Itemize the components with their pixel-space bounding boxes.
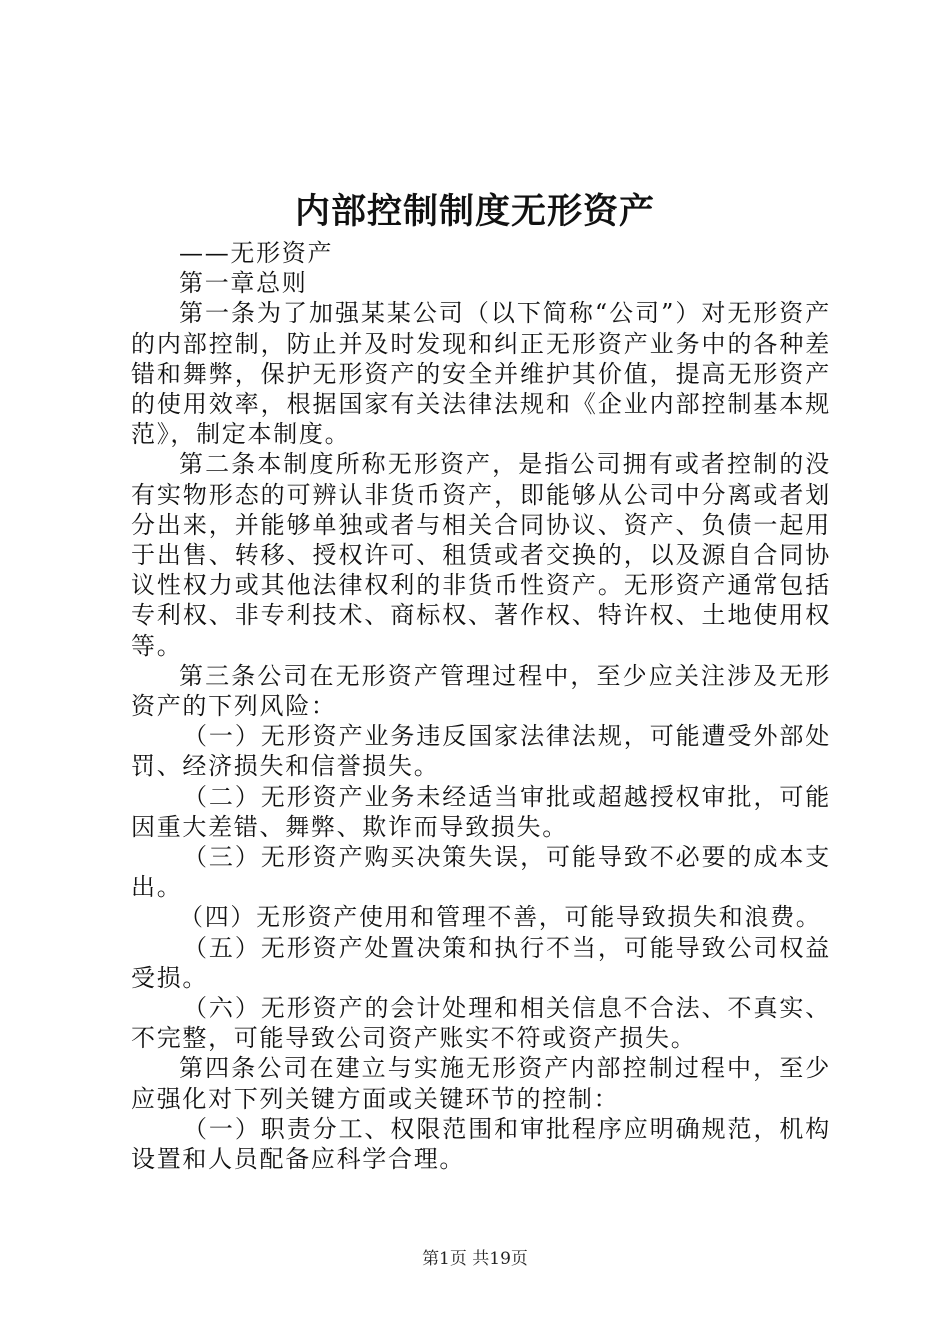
risk-item-5: （五）无形资产处置决策和执行不当，可能导致公司权益受损。 [131,933,831,992]
chapter-heading: 第一章总则 [179,269,308,298]
risk-item-3: （三）无形资产购买决策失误，可能导致不必要的成本支出。 [131,843,831,902]
paragraph-article-2: 第二条本制度所称无形资产，是指公司拥有或者控制的没有实物形态的可辨认非货币资产，即能够从公司中分离或者划分出来，并能够单独或者与相关合同协议、资产、负债一起用于出售、转移、授权许可、租赁或者交换的，以及源自合同协议性权力或其他法律权利的非货币性资产。无形资产通常包括专利权、非专利技术、商标权、著作权、特许权、土地使用权等。 [131,450,831,660]
risk-item-1: （一）无形资产业务违反国家法律法规，可能遭受外部处罚、经济损失和信誉损失。 [131,722,831,781]
document-subtitle: ——无形资产 [179,239,334,267]
paragraph-article-3: 第三条公司在无形资产管理过程中，至少应关注涉及无形资产的下列风险： [131,661,831,721]
risk-item-4: （四）无形资产使用和管理不善，可能导致损失和浪费。 [179,903,822,932]
document-title: 内部控制制度无形资产 [294,192,655,232]
paragraph-article-4: 第四条公司在建立与实施无形资产内部控制过程中，至少应强化对下列关键方面或关键环节的控制： [131,1054,831,1113]
page-footer: 第1页 共19页 [422,1249,528,1269]
paragraph-article-1: 第一条为了加强某某公司（以下简称“公司”）对无形资产的内部控制，防止并及时发现和纠正无形资产业务中的各种差错和舞弊，保护无形资产的安全并维护其价值，提高无形资产的使用效率，根据国家有关法律法规和《企业内部控制基本规范》，制定本制度。 [131,299,831,449]
risk-item-6: （六）无形资产的会计处理和相关信息不合法、不真实、不完整，可能导致公司资产账实不符或资产损失。 [131,994,831,1053]
document-body [131,238,831,1174]
risk-item-2: （二）无形资产业务未经适当审批或超越授权审批，可能因重大差错、舞弊、欺诈而导致损失。 [131,782,831,841]
control-item-1: （一）职责分工、权限范围和审批程序应明确规范，机构设置和人员配备应科学合理。 [131,1114,831,1174]
